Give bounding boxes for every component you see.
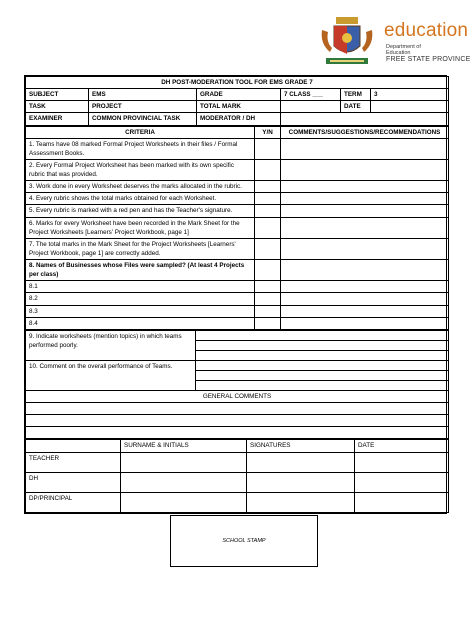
term-value[interactable]: 3: [371, 89, 449, 101]
comment-cell-4[interactable]: [281, 193, 449, 205]
subject-label: SUBJECT: [26, 89, 89, 101]
question-10: 10. Comment on the overall performance of Teams.: [26, 360, 196, 390]
total-mark-label: TOTAL MARK: [197, 101, 281, 113]
yn-cell-8-1[interactable]: [255, 281, 281, 293]
comment-cell-8[interactable]: [281, 260, 449, 281]
criterion-6: 6. Marks for every Worksheet have been recorded in the Mark Sheet for the Project Worksheets [Learners' Project Workbook, page 1]: [26, 217, 255, 238]
comment-cell-8-1[interactable]: [281, 281, 449, 293]
yn-cell-8-4[interactable]: [255, 317, 281, 329]
general-comments-line-1[interactable]: [26, 402, 449, 414]
worksheet-comments-table: [25, 330, 449, 439]
coat-of-arms-icon: [316, 14, 378, 68]
form-title: DH POST-MODERATION TOOL FOR EMS GRADE 7: [26, 77, 449, 89]
business-item-8-3: 8.3: [26, 305, 255, 317]
q10-answer-line-3[interactable]: [196, 380, 449, 390]
comments-header: COMMENTS/SUGGESTIONS/RECOMMENDATIONS: [281, 126, 449, 138]
signatures-header: SIGNATURES: [247, 439, 355, 452]
general-comments-header: GENERAL COMMENTS: [26, 390, 449, 402]
yn-cell-4[interactable]: [255, 193, 281, 205]
task-label: TASK: [26, 101, 89, 113]
principal-label: DP/PRINCIPAL: [26, 492, 121, 512]
dh-label: DH: [26, 472, 121, 492]
general-comments-line-2[interactable]: [26, 414, 449, 426]
date-field[interactable]: [371, 101, 449, 113]
examiner-value[interactable]: COMMON PROVINCIAL TASK: [89, 113, 197, 125]
comment-cell-8-2[interactable]: [281, 293, 449, 305]
teacher-surname-field[interactable]: [121, 452, 247, 472]
q10-answer-line-2[interactable]: [196, 370, 449, 380]
criteria-table: [25, 126, 449, 330]
comment-cell-1[interactable]: [281, 138, 449, 159]
comment-cell-8-3[interactable]: [281, 305, 449, 317]
comment-cell-8-4[interactable]: [281, 317, 449, 329]
yn-cell-8[interactable]: [255, 260, 281, 281]
sig-header-blank: [26, 439, 121, 452]
business-item-8-4: 8.4: [26, 317, 255, 329]
yn-cell-2[interactable]: [255, 159, 281, 180]
total-mark-field[interactable]: [281, 101, 341, 113]
date-label: DATE: [341, 101, 371, 113]
form-table: [25, 76, 449, 126]
yn-cell-1[interactable]: [255, 138, 281, 159]
criteria-header: CRITERIA: [26, 126, 255, 138]
yn-cell-8-2[interactable]: [255, 293, 281, 305]
yn-cell-3[interactable]: [255, 181, 281, 193]
province-name: FREE STATE PROVINCE: [386, 56, 471, 63]
yn-cell-5[interactable]: [255, 205, 281, 217]
business-item-8-1: 8.1: [26, 281, 255, 293]
criterion-4: 4. Every rubric shows the total marks obtained for each Worksheet.: [26, 193, 255, 205]
subject-value[interactable]: EMS: [89, 89, 197, 101]
department-line-1: Department of: [386, 44, 421, 50]
school-stamp-box: [170, 515, 318, 567]
yn-cell-8-3[interactable]: [255, 305, 281, 317]
business-item-8-2: 8.2: [26, 293, 255, 305]
criterion-8: 8. Names of Businesses whose Files were sampled? (At least 4 Projects per class): [26, 260, 255, 281]
criterion-7: 7. The total marks in the Mark Sheet for the Project Worksheets [Learners' Project Workbook, page 1] are correctly added.: [26, 238, 255, 259]
teacher-signature-field[interactable]: [247, 452, 355, 472]
yn-header: Y/N: [255, 126, 281, 138]
yn-cell-6[interactable]: [255, 217, 281, 238]
comment-cell-7[interactable]: [281, 238, 449, 259]
task-value[interactable]: PROJECT: [89, 101, 197, 113]
surname-header: SURNAME & INITIALS: [121, 439, 247, 452]
dh-surname-field[interactable]: [121, 472, 247, 492]
criterion-2: 2. Every Formal Project Worksheet has been marked with its own specific rubric that was provided.: [26, 159, 255, 180]
moderator-field[interactable]: [281, 113, 449, 125]
q9-answer-line-2[interactable]: [196, 340, 449, 350]
question-9: 9. Indicate worksheets (mention topics) in which teams performed poorly.: [26, 330, 196, 360]
comment-cell-6[interactable]: [281, 217, 449, 238]
criterion-3: 3. Work done in every Worksheet deserves the marks allocated in the rubric.: [26, 181, 255, 193]
date-header: DATE: [355, 439, 449, 452]
criterion-5: 5. Every rubric is marked with a red pen and has the Teacher's signature.: [26, 205, 255, 217]
comment-cell-2[interactable]: [281, 159, 449, 180]
examiner-label: EXAMINER: [26, 113, 89, 125]
q9-answer-line-1[interactable]: [196, 330, 449, 340]
brand-name: education: [384, 20, 469, 41]
criterion-1: 1. Teams have 08 marked Formal Project Worksheets in their files / Formal Assessment Books.: [26, 138, 255, 159]
q9-answer-line-3[interactable]: [196, 350, 449, 360]
signature-table: [25, 439, 449, 513]
dh-signature-field[interactable]: [247, 472, 355, 492]
grade-class-value[interactable]: 7 CLASS ___: [281, 89, 341, 101]
teacher-date-field[interactable]: [355, 452, 449, 472]
general-comments-line-3[interactable]: [26, 426, 449, 438]
teacher-label: TEACHER: [26, 452, 121, 472]
principal-date-field[interactable]: [355, 492, 449, 512]
comment-cell-5[interactable]: [281, 205, 449, 217]
comment-cell-3[interactable]: [281, 181, 449, 193]
grade-label: GRADE: [197, 89, 281, 101]
yn-cell-7[interactable]: [255, 238, 281, 259]
school-stamp-label: SCHOOL STAMP: [222, 538, 266, 544]
principal-surname-field[interactable]: [121, 492, 247, 512]
moderation-form: [24, 75, 447, 514]
dh-date-field[interactable]: [355, 472, 449, 492]
department-line-2: Education: [386, 50, 411, 56]
term-label: TERM: [341, 89, 371, 101]
q10-answer-line-1[interactable]: [196, 360, 449, 370]
moderator-label: MODERATOR / DH: [197, 113, 281, 125]
principal-signature-field[interactable]: [247, 492, 355, 512]
